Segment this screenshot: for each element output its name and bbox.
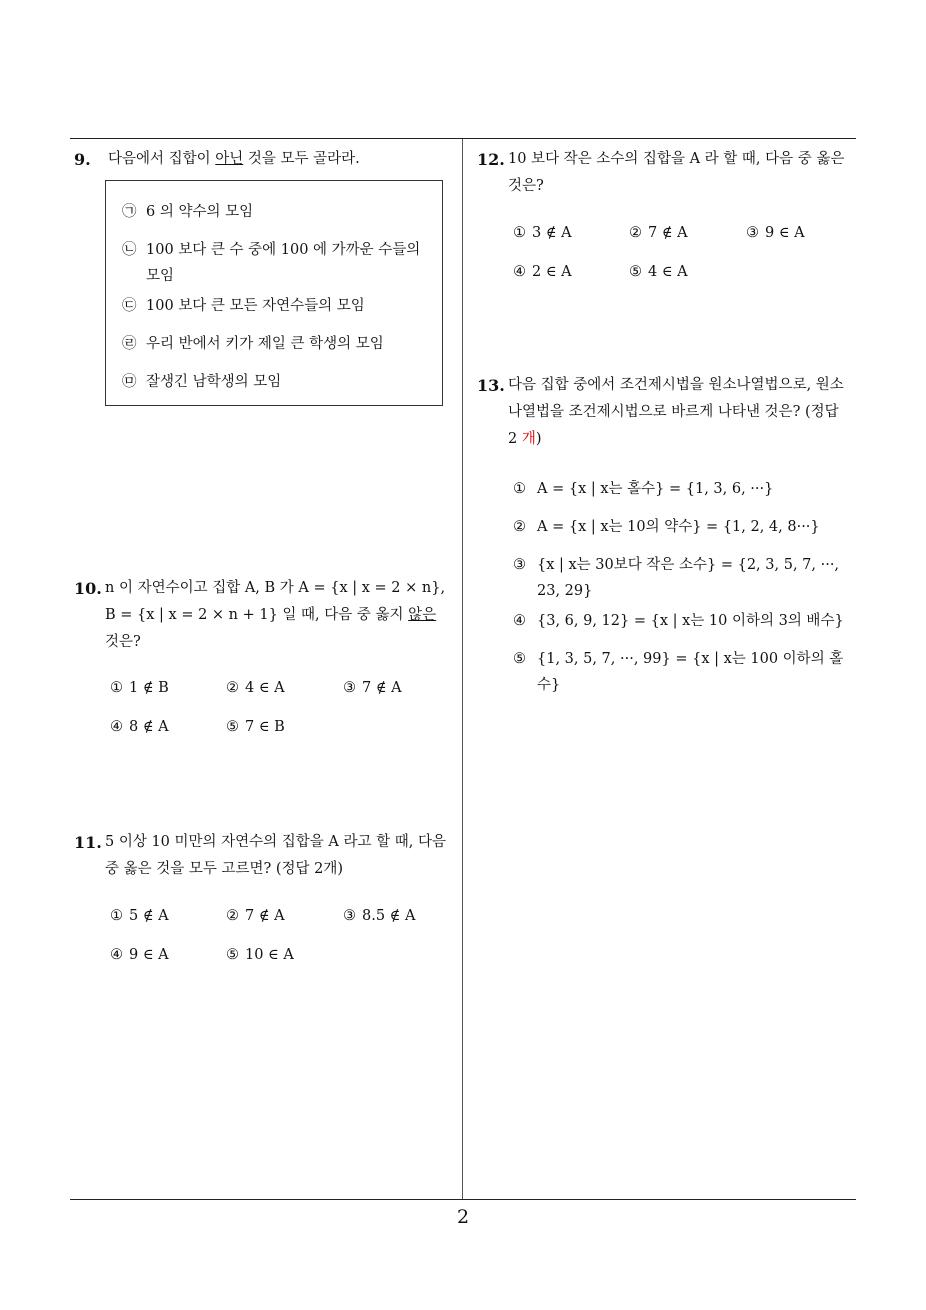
question-number: 12. <box>477 150 505 169</box>
item-text: 100 보다 큰 모든 자연수들의 모임 <box>146 298 365 314</box>
question-stem <box>508 372 861 453</box>
question-number: 9. <box>74 150 91 169</box>
statement-item <box>122 331 428 357</box>
item-text: 100 보다 큰 수 중에 100 에 가까운 수들의 모임 <box>146 242 421 284</box>
item-text: 우리 반에서 키가 제일 큰 학생의 모임 <box>146 336 384 352</box>
stem-text: 것을 모두 골라라. <box>243 151 360 167</box>
option-5[interactable]: ⑤ {1, 3, 5, 7, ···, 99} = {x | x는 100 이하의 홀수} <box>513 651 844 693</box>
question-stem <box>108 146 454 173</box>
statement-item <box>122 369 428 395</box>
stem-text: 것은? <box>508 178 544 194</box>
question-number: 13. <box>477 376 505 395</box>
stem-text: n 이 자연수이고 집합 A, B 가 A = {x | x = 2 × n}, <box>105 580 446 596</box>
page-number: 2 <box>456 1206 470 1228</box>
stem-line <box>105 602 458 629</box>
option-1[interactable]: ① A = {x | x는 홀수} = {1, 3, 6, ···} <box>513 481 774 497</box>
question-stem <box>105 829 458 883</box>
q12-choices <box>513 225 853 303</box>
choice-5[interactable]: ⑤ 7 ∈ B <box>226 719 285 735</box>
statement-item <box>122 293 428 319</box>
choice-4[interactable]: ④ 9 ∈ A <box>110 947 169 963</box>
question-number: 11. <box>74 833 102 852</box>
choice-2[interactable]: ② 7 ∉ A <box>629 225 688 241</box>
bottom-rule <box>70 1199 856 1200</box>
q13-options <box>513 476 857 710</box>
option-2[interactable]: ② A = {x | x는 10의 약수} = {1, 2, 4, 8···} <box>513 519 820 535</box>
question-11 <box>74 829 458 883</box>
stem-text: ) <box>535 431 542 447</box>
question-stem <box>105 575 458 656</box>
choice-4[interactable]: ④ 8 ∉ A <box>110 719 169 735</box>
question-9 <box>74 146 454 173</box>
item-text: 6 의 약수의 모임 <box>146 204 254 220</box>
question-10 <box>74 575 458 656</box>
stem-underlined: 아닌 <box>215 151 244 167</box>
stem-highlight: 개 <box>521 431 536 447</box>
stem-text: 10 보다 작은 소수의 집합을 A 라 할 때, 다음 중 옳은 <box>508 151 845 167</box>
q11-choices <box>110 908 450 986</box>
choice-3[interactable]: ③ 8.5 ∉ A <box>343 908 416 924</box>
stem-line <box>508 426 861 453</box>
stem-text: 나열법을 조건제시법으로 바르게 나타낸 것은? (정답 <box>508 404 839 420</box>
item-marker: ㉤ <box>122 374 137 390</box>
stem-underlined: 않은 <box>408 607 437 623</box>
stem-text: B = {x | x = 2 × n + 1} 일 때, 다음 중 옳지 <box>105 607 409 623</box>
item-text: 잘생긴 남학생의 모임 <box>146 374 282 390</box>
question-12 <box>477 146 861 200</box>
choice-5[interactable]: ⑤ 4 ∈ A <box>629 264 688 280</box>
stem-text: 것은? <box>105 634 141 650</box>
option-4[interactable]: ④ {3, 6, 9, 12} = {x | x는 10 이하의 3의 배수} <box>513 613 844 629</box>
top-rule <box>70 138 856 139</box>
column-divider <box>462 139 463 1200</box>
stem-text: 2 <box>508 431 522 447</box>
choice-2[interactable]: ② 4 ∈ A <box>226 680 285 696</box>
item-marker: ㉢ <box>122 298 137 314</box>
choice-1[interactable]: ① 1 ∉ B <box>110 680 169 696</box>
item-marker: ㉠ <box>122 204 137 220</box>
item-marker: ㉡ <box>122 242 137 258</box>
option-3[interactable]: ③ {x | x는 30보다 작은 소수} = {2, 3, 5, 7, ···, 23, 29} <box>513 557 840 599</box>
choice-5[interactable]: ⑤ 10 ∈ A <box>226 947 294 963</box>
choice-2[interactable]: ② 7 ∉ A <box>226 908 285 924</box>
statement-item <box>122 237 428 289</box>
q9-statement-box <box>105 180 443 406</box>
q10-choices <box>110 680 450 758</box>
choice-4[interactable]: ④ 2 ∈ A <box>513 264 572 280</box>
choice-1[interactable]: ① 3 ∉ A <box>513 225 572 241</box>
item-marker: ㉣ <box>122 336 137 352</box>
question-13 <box>477 372 861 453</box>
question-number: 10. <box>74 579 102 598</box>
stem-text: 중 옳은 것을 모두 고르면? (정답 2개) <box>105 861 344 877</box>
stem-text: 5 이상 10 미만의 자연수의 집합을 A 라고 할 때, 다음 <box>105 834 446 850</box>
choice-3[interactable]: ③ 7 ∉ A <box>343 680 402 696</box>
choice-3[interactable]: ③ 9 ∈ A <box>746 225 805 241</box>
stem-text: 다음 집합 중에서 조건제시법을 원소나열법으로, 원소 <box>508 377 844 393</box>
question-stem <box>508 146 861 200</box>
stem-text: 다음에서 집합이 <box>108 151 216 167</box>
statement-item <box>122 199 428 225</box>
choice-1[interactable]: ① 5 ∉ A <box>110 908 169 924</box>
